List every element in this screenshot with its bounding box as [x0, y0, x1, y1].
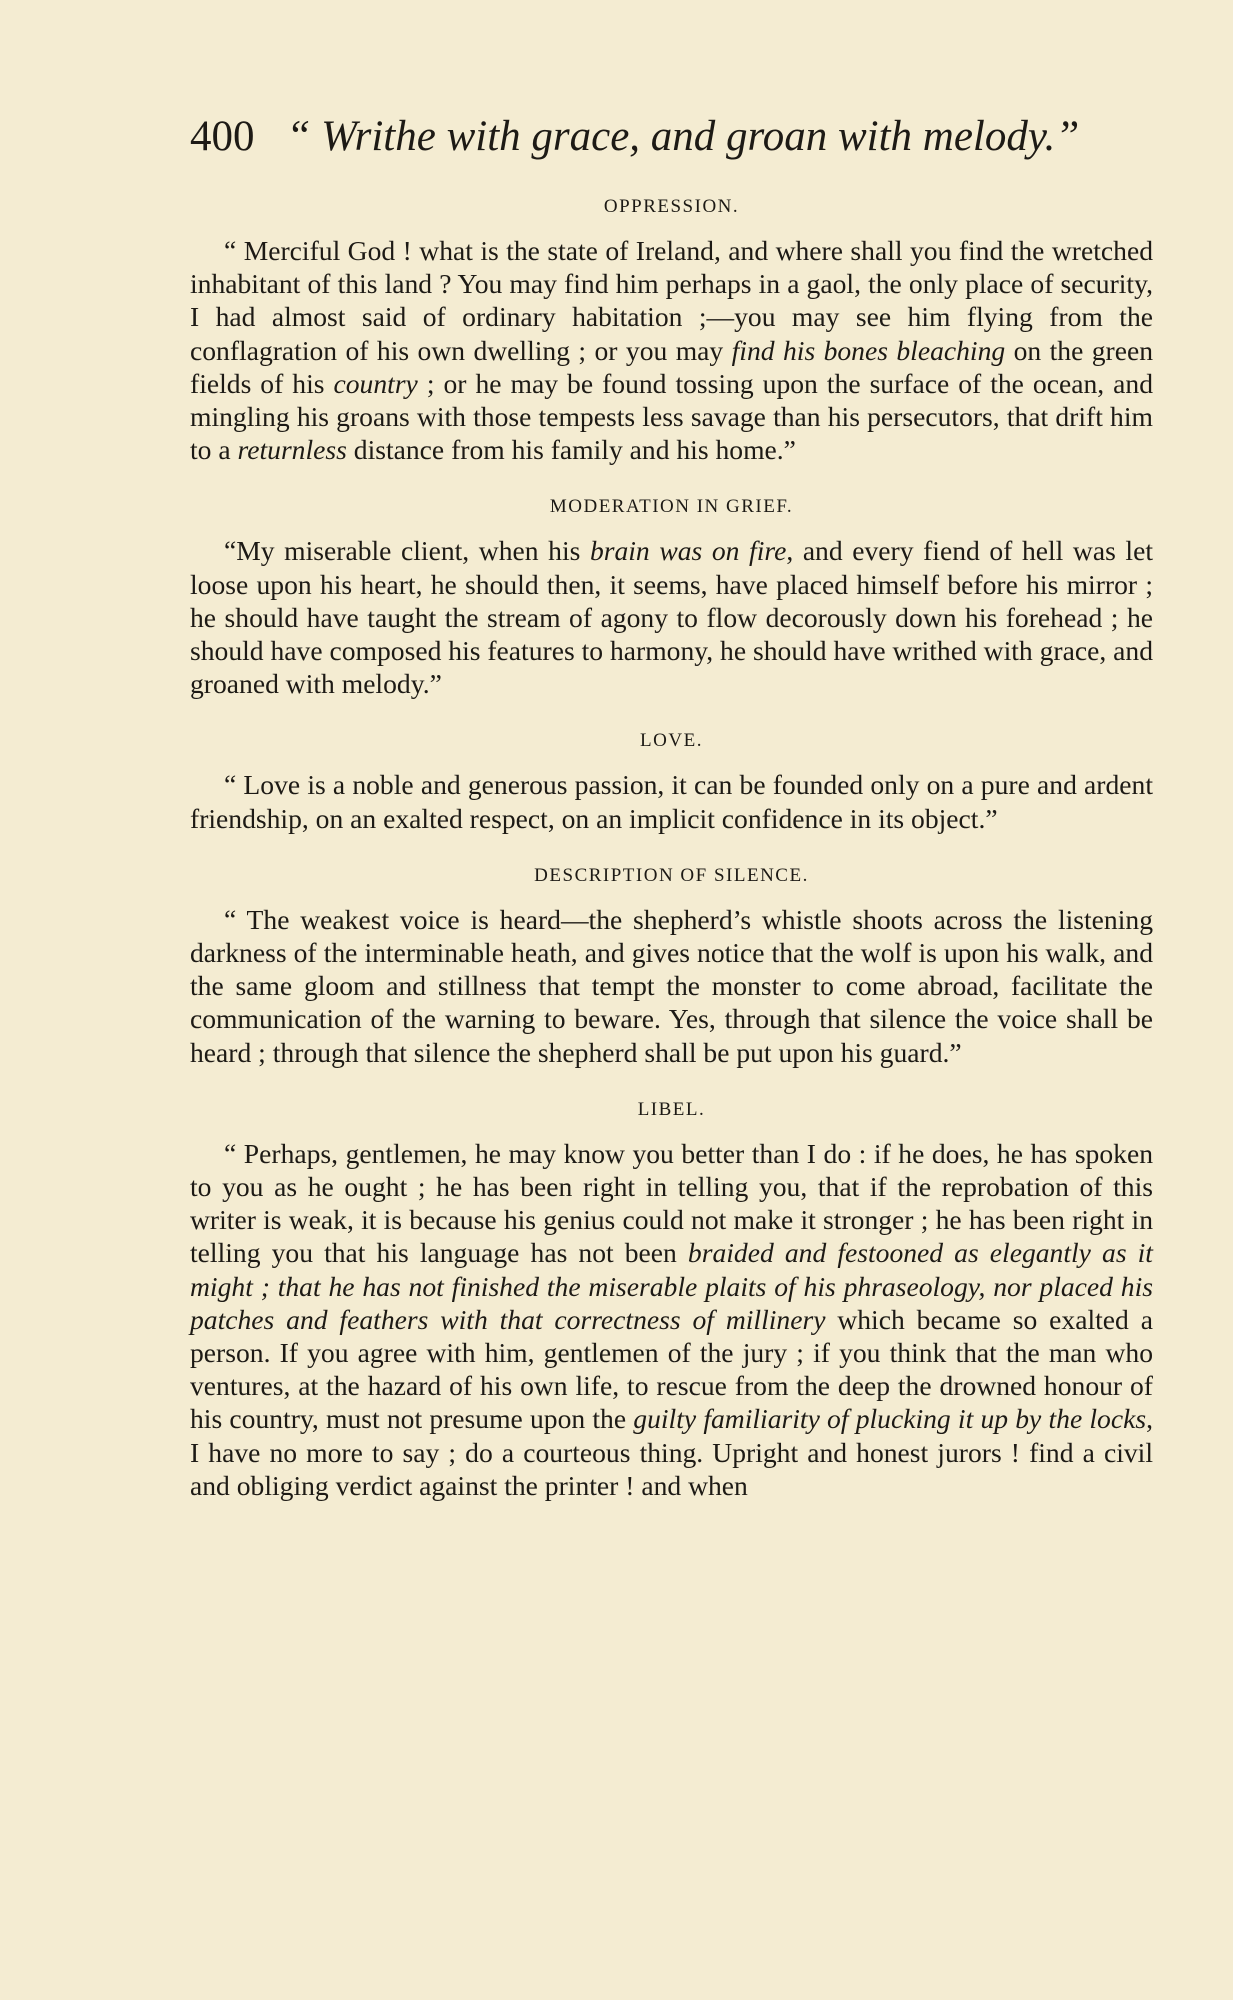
text-run: “ Merciful God ! what is the state of Ireland, and where shall you find the wretched inhabitant of this land ? You may find him perhaps in a gaol, the only place of security, I had almost said of ordinary habitation ;—you may see him flying from the conflagration of his own dwelling ; or you may — [190, 235, 1153, 366]
section-heading: LOVE. — [640, 730, 703, 752]
italic-text-run: find his bones bleaching — [731, 334, 1006, 366]
section-text — [190, 234, 1153, 466]
italic-text-run: guilty familiarity of plucking it up by the locks — [633, 1403, 1147, 1435]
section-love — [190, 730, 1153, 834]
section-text — [190, 903, 1153, 1069]
text-run: “ The weakest voice is heard—the shepherd’s whistle shoots across the listening darkness of the interminable heath, and gives notice that the wolf is upon his walk, and the same gloom and stillness that tempt the monster to come abroad, facilitate the communication of the warning to beware. Yes, through that silence the voice shall be heard ; through that silence the shepherd shall be put upon his guard.” — [190, 903, 1153, 1068]
spacer — [190, 835, 1153, 865]
paragraph — [190, 768, 1153, 834]
running-title: “ Writhe with grace, and groan with melody.” — [286, 113, 1080, 160]
text-run: distance from his family and his home.” — [346, 434, 796, 466]
paragraph — [190, 234, 1153, 466]
spacer — [190, 700, 1153, 730]
section-heading: MODERATION IN GRIEF. — [549, 496, 794, 518]
text-run: “ Perhaps, gentlemen, he may know you better than I do : if he does, he has spoken to you as he ought ; he has been right in telling you, that if the reprobation of this writer is weak, it is because his genius could not make it stronger ; he has been right in telling you that his language has not been — [190, 1137, 1153, 1269]
text-run: which became so exalted a person. If you agree with him, gentlemen of the jury ; if you think that the man who ventures, at the hazard of his own life, to rescue from the deep the drowned honour of his country, must not presume upon the — [190, 1303, 1153, 1435]
section-text — [190, 534, 1153, 700]
text-run: , I have no more to say ; do a courteous thing. Upright and honest jurors ! find a civil and obliging verdict against the printer ! and when — [190, 1403, 1153, 1501]
section-text — [190, 768, 1153, 834]
italic-text-run: country — [333, 367, 418, 399]
section-moderation-in-grief — [190, 496, 1153, 700]
text-run: , and every fiend of hell was let loose upon his heart, he should then, it seems, have placed himself before his mirror ; he should have taught the stream of agony to flow decorously down his forehead ; he should have composed his features to harmony, he should have writhed with grace, and groaned with melody.” — [190, 535, 1153, 700]
spacer — [190, 466, 1153, 496]
paragraph — [190, 903, 1153, 1069]
italic-text-run: brain was on fire — [589, 535, 787, 567]
text-run: “My miserable client, when his — [224, 535, 590, 567]
section-libel — [190, 1099, 1153, 1502]
section-description-of-silence — [190, 865, 1153, 1069]
running-head — [190, 112, 1153, 162]
section-heading: LIBEL. — [637, 1098, 706, 1120]
page-number: 400 — [190, 113, 255, 160]
spacer — [190, 1069, 1153, 1099]
section-heading: DESCRIPTION OF SILENCE. — [534, 864, 809, 886]
text-run: “ Love is a noble and generous passion, it can be founded only on a pure and ardent friendship, on an exalted respect, on an implicit confidence in its object.” — [190, 769, 1153, 834]
section-heading: OPPRESSION. — [603, 196, 740, 217]
paragraph — [190, 1137, 1153, 1502]
text-run: on the green fields of his — [190, 334, 1154, 399]
italic-text-run: returnless — [237, 434, 347, 466]
section-oppression — [190, 196, 1153, 466]
italic-text-run: braided and festooned as elegantly as it might ; that he has not finished the miserable plaits of his phraseology, nor placed his patches and feathers with that correctness of millinery — [190, 1237, 1153, 1335]
paragraph — [190, 534, 1153, 700]
section-text — [190, 1137, 1153, 1502]
text-run: ; or he may be found tossing upon the surface of the ocean, and mingling his groans with those tempests less savage than his persecutors, that drift him to a — [190, 367, 1154, 466]
